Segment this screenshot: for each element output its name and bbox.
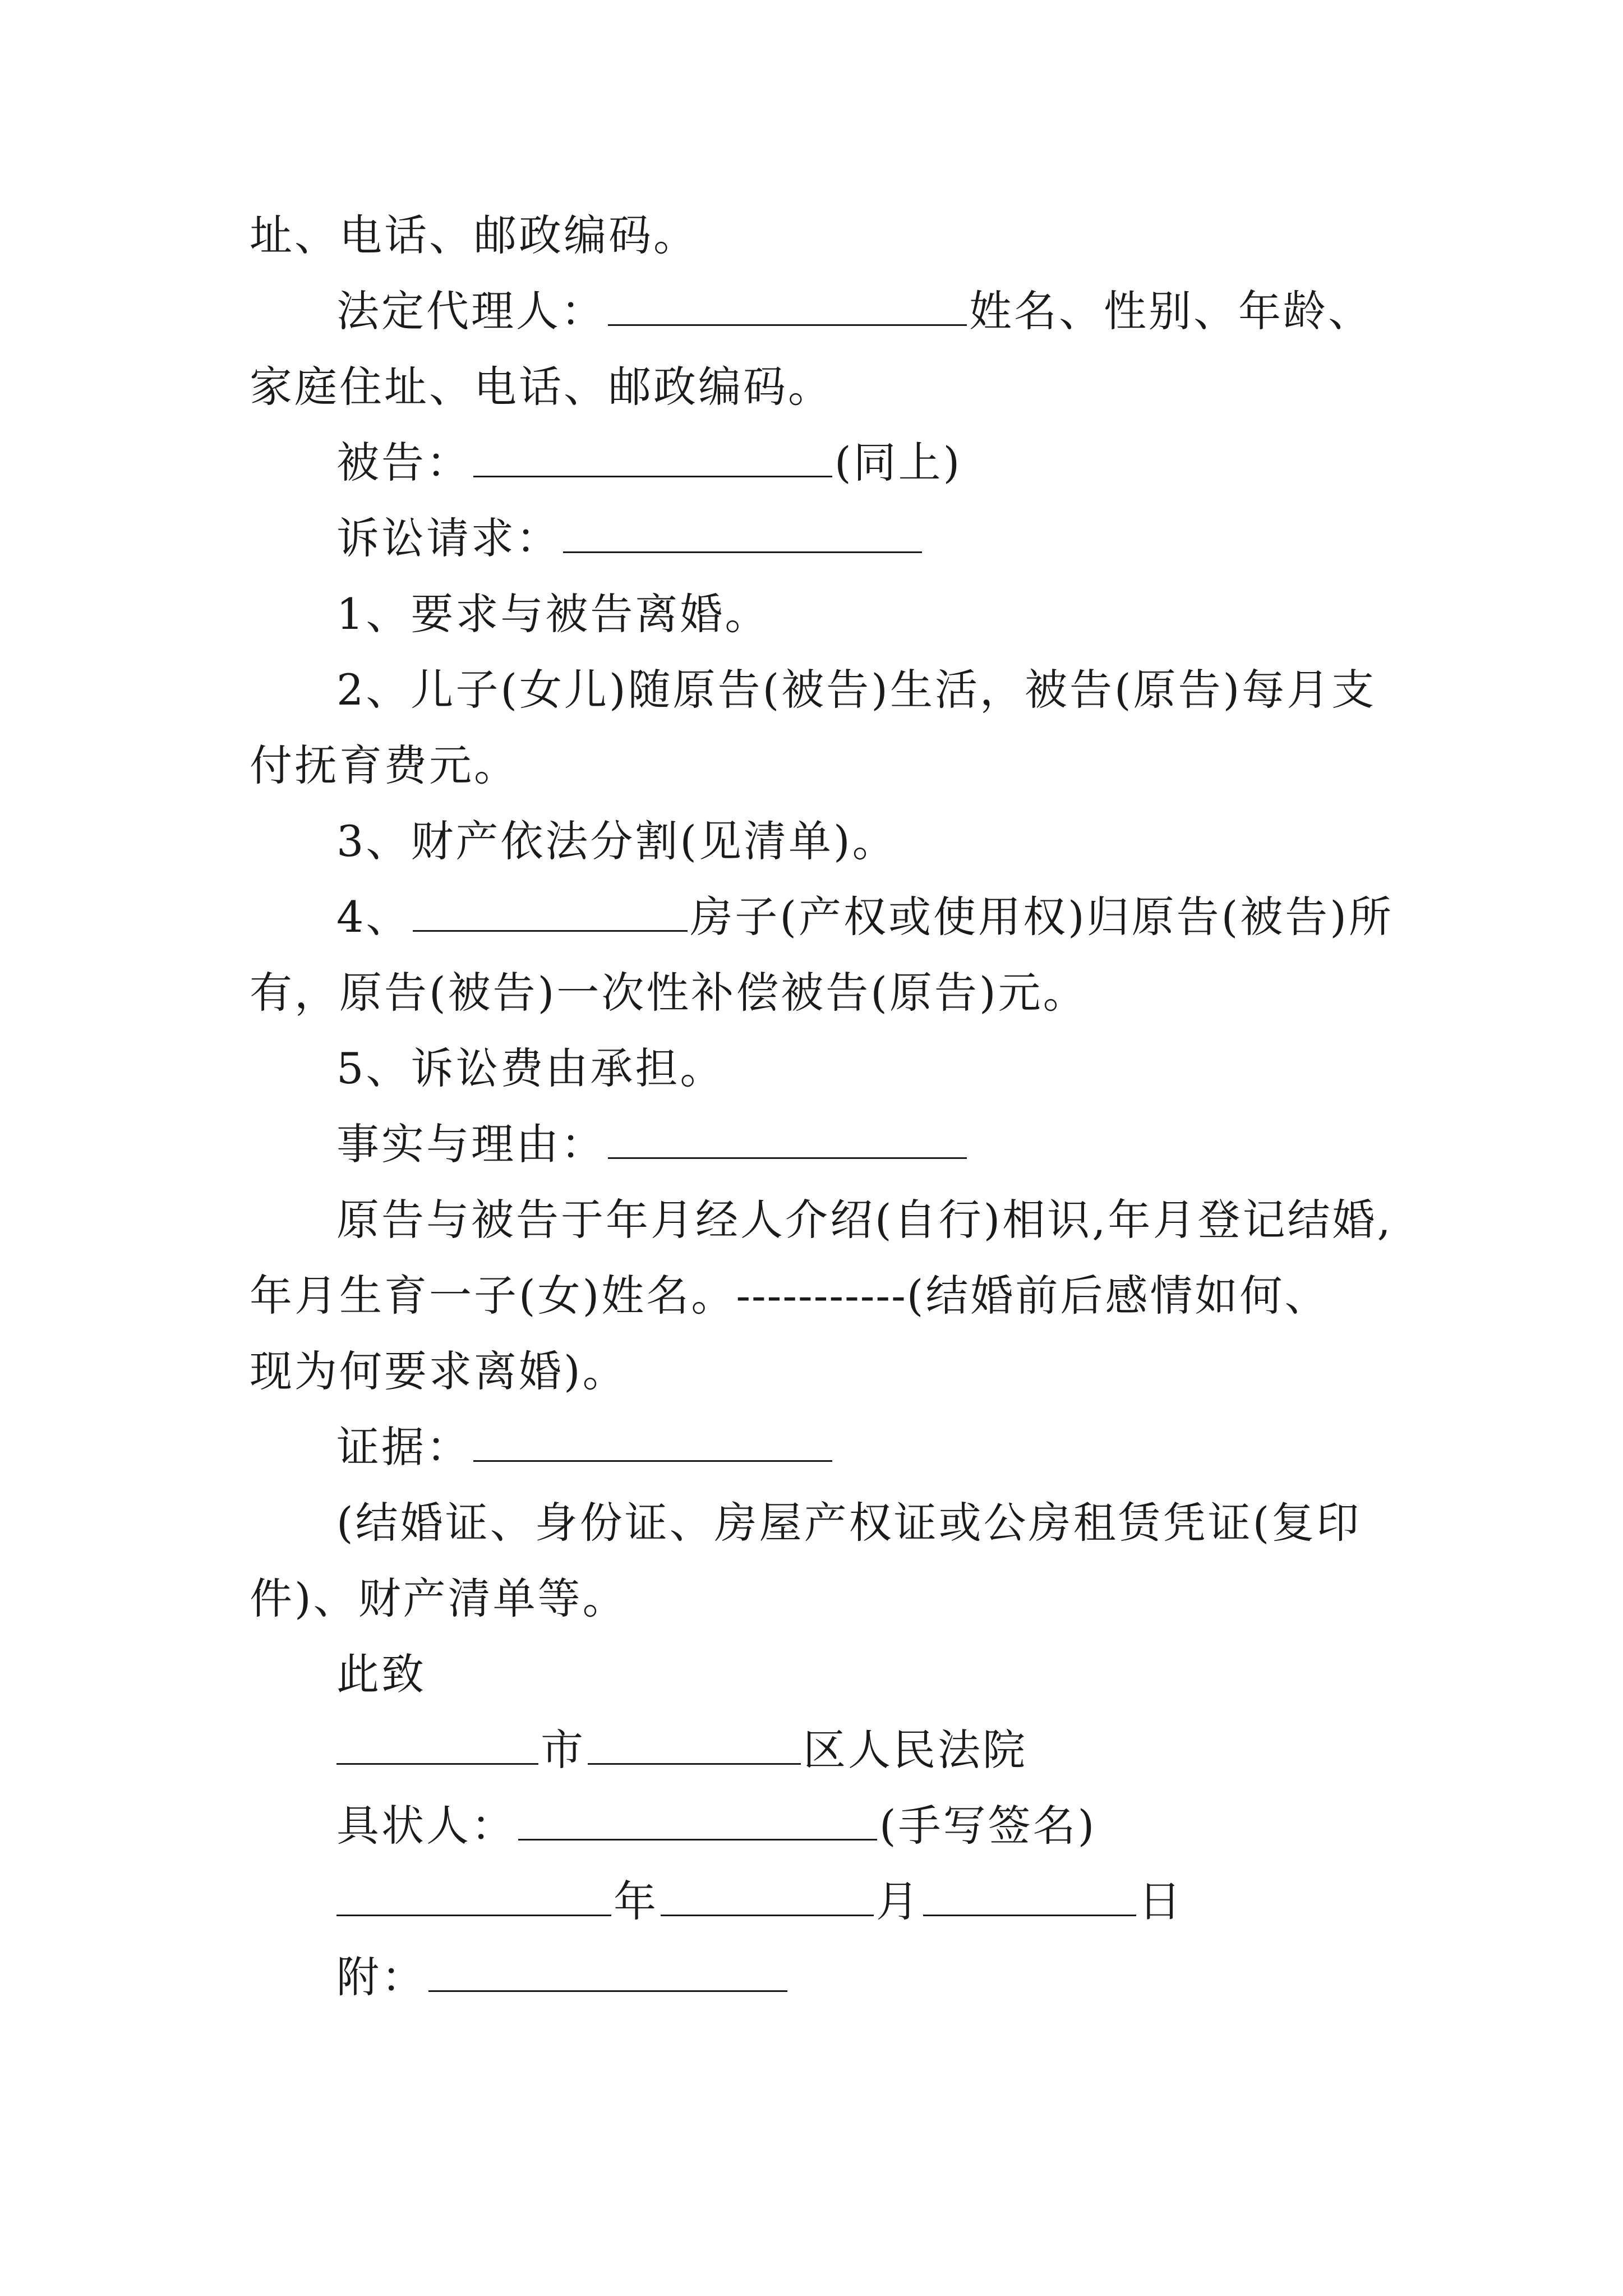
plaintiff-info-continuation: 址、电话、邮政编码。 <box>250 210 698 260</box>
court-name: 区人民法院 <box>803 1725 1027 1775</box>
signer-line <box>336 1798 1096 1854</box>
legal-agent-line <box>336 283 1373 339</box>
court-line <box>336 1722 1027 1778</box>
evidence-text-2: 件)、财产清单等。 <box>250 1573 628 1623</box>
attachment-blank[interactable] <box>428 1951 787 1992</box>
evidence-blank[interactable] <box>473 1421 832 1462</box>
claim-4-blank[interactable] <box>413 891 688 932</box>
closing: 此致 <box>336 1649 426 1699</box>
court-city-blank[interactable] <box>336 1724 538 1765</box>
facts-line <box>336 1116 969 1172</box>
defendant-blank[interactable] <box>473 436 832 477</box>
evidence-text-1: (结婚证、身份证、房屋产权证或公房租赁凭证(复印 <box>336 1498 1362 1548</box>
facts-text-2 <box>250 1268 1329 1324</box>
facts-text-1: 原告与被告于年月经人介绍(自行)相识,年月登记结婚, <box>336 1195 1393 1245</box>
facts-text-2a: 年月生育一子(女)姓名。 <box>250 1271 736 1320</box>
claim-1: 1、要求与被告离婚。 <box>336 589 770 639</box>
facts-text-3: 现为何要求离婚)。 <box>250 1346 628 1396</box>
claim-4-continuation: 有，原告(被告)一次性补偿被告(原告)元。 <box>250 968 1088 1018</box>
claims-blank[interactable] <box>563 512 922 553</box>
defendant-note: (同上) <box>834 438 962 487</box>
date-day-label: 日 <box>1138 1876 1183 1926</box>
claim-4-text: 房子(产权或使用权)归原告(被告)所 <box>690 892 1394 942</box>
date-line <box>336 1874 1183 1930</box>
court-district-blank[interactable] <box>588 1724 801 1765</box>
facts-label: 事实与理由： <box>336 1119 606 1169</box>
attachment-line <box>336 1949 790 2005</box>
legal-agent-label: 法定代理人： <box>336 286 606 336</box>
legal-agent-fields: 姓名、性别、年龄、 <box>969 286 1373 336</box>
legal-agent-blank[interactable] <box>608 285 967 326</box>
date-month-label: 月 <box>876 1876 921 1926</box>
claim-4 <box>336 889 1394 945</box>
facts-dashes: ----------- <box>736 1271 907 1320</box>
date-year-blank[interactable] <box>336 1875 611 1916</box>
facts-blank[interactable] <box>608 1118 967 1159</box>
defendant-label: 被告： <box>336 438 471 487</box>
claims-label: 诉讼请求： <box>336 513 561 563</box>
date-day-blank[interactable] <box>923 1875 1136 1916</box>
date-year-label: 年 <box>614 1876 658 1926</box>
claim-5: 5、诉讼费由承担。 <box>336 1043 725 1093</box>
facts-text-2b: (结婚前后感情如何、 <box>906 1271 1330 1320</box>
claim-2: 2、儿子(女儿)随原告(被告)生活，被告(原告)每月支 <box>336 665 1377 715</box>
claims-line <box>336 510 924 567</box>
signer-note: (手写签名) <box>879 1801 1097 1851</box>
evidence-line <box>336 1419 834 1475</box>
evidence-label: 证据： <box>336 1422 471 1472</box>
signer-blank[interactable] <box>518 1800 877 1841</box>
claim-3: 3、财产依法分割(见清单)。 <box>336 816 897 866</box>
legal-agent-fields-continuation: 家庭住址、电话、邮政编码。 <box>250 362 833 412</box>
claim-2-continuation: 付抚育费元。 <box>250 740 519 790</box>
date-month-blank[interactable] <box>661 1875 874 1916</box>
court-city-label: 市 <box>541 1725 585 1775</box>
signer-label: 具状人： <box>336 1801 516 1851</box>
defendant-line <box>336 435 962 491</box>
attachment-label: 附： <box>336 1952 426 2002</box>
claim-4-number: 4、 <box>336 892 411 942</box>
